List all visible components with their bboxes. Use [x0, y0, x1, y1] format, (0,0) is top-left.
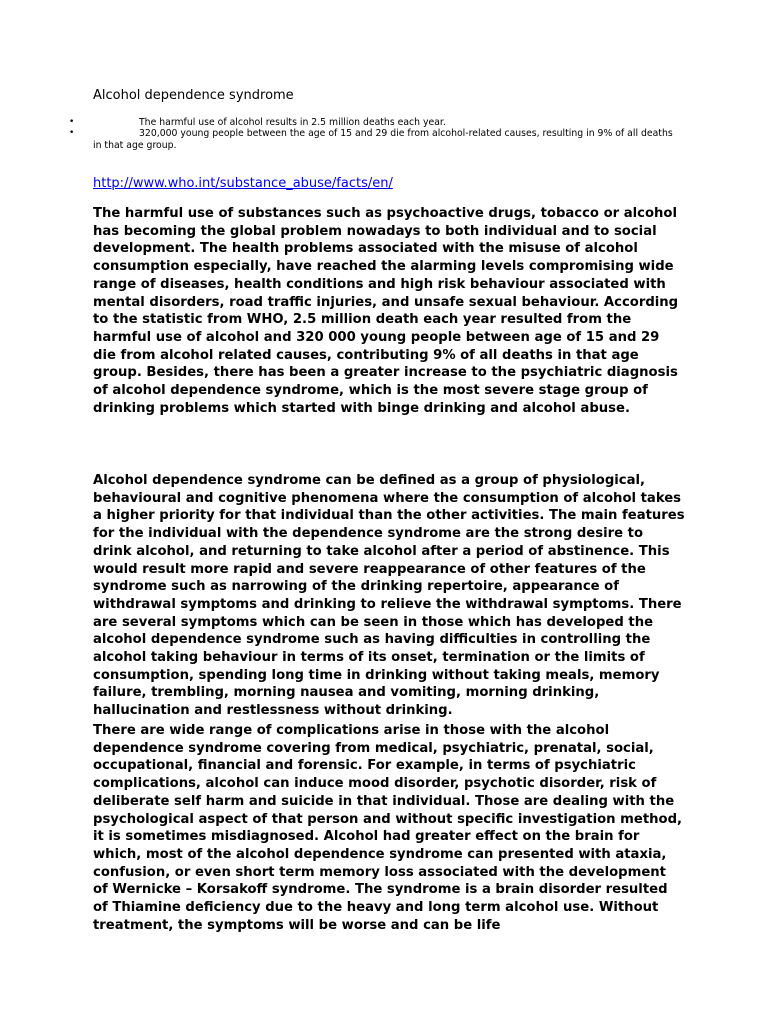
- body-paragraph-complications: There are wide range of complications arise in those with the alcohol dependence syndrome covering from medical, psychiatric, prenatal, social, occupational, financial and forensic. For example, in terms of psychiatric complications, alcohol can induce mood disorder, psychotic disorder, risk of deliberate self harm and suicide in that individual. Those are dealing with the psychological aspect of that person and without specific investigation method, it is sometimes misdiagnosed. Alcohol had greater effect on the brain for which, most of the alcohol dependence syndrome can presented with ataxia, confusion, or even short term memory loss associated with the development of Wernicke – Korsakoff syndrome. The syndrome is a brain disorder resulted of Thiamine deficiency due to the heavy and long term alcohol use. Without treatment, the symptoms will be worse and can be life: [93, 723, 683, 933]
- document-title: Alcohol dependence syndrome: [93, 88, 294, 103]
- body-paragraph-intro: The harmful use of substances such as psychoactive drugs, tobacco or alcohol has becoming the global problem nowadays to both individual and to social development. The health problems associated with the misuse of alcohol consumption especially, have reached the alarming levels compromising wide range of diseases, health conditions and high risk behaviour associated with mental disorders, road traffic injuries, and unsafe sexual behaviour. According to the statistic from WHO, 2.5 million death each year resulted from the harmful use of alcohol and 320 000 young people between age of 15 and 29 die from alcohol related causes, contributing 9% of all deaths in that age group. Besides, there has been a greater increase to the psychiatric diagnosis of alcohol dependence syndrome, which is the most severe stage group of drinking problems which started with binge drinking and alcohol abuse.: [93, 206, 679, 416]
- fact-bullet-list: [0, 117, 768, 151]
- bullet-marker: •: [69, 128, 75, 139]
- fact-bullet-item: [0, 117, 768, 128]
- fact-bullet-item: [0, 128, 768, 151]
- fact-bullet-text: 320,000 young people between the age of 15 and 29 die from alcohol-related causes, resulting in 9% of all deaths in that age group.: [93, 128, 673, 151]
- body-paragraph-definition: Alcohol dependence syndrome can be defined as a group of physiological, behavioural and cognitive phenomena where the consumption of alcohol takes a higher priority for that individual than the other activities. The main features for the individual with the dependence syndrome are the strong desire to drink alcohol, and returning to take alcohol after a period of abstinence. This would result more rapid and severe reappearance of other features of the syndrome such as narrowing of the drinking repertoire, appearance of withdrawal symptoms and drinking to relieve the withdrawal symptoms. There are several symptoms which can be seen in those which has developed the alcohol dependence syndrome such as having difficulties in controlling the alcohol taking behaviour in terms of its onset, termination or the limits of consumption, spending long time in drinking without taking meals, memory failure, trembling, morning nausea and vomiting, morning drinking, hallucination and restlessness without drinking.: [93, 473, 685, 719]
- who-source-link[interactable]: http://www.who.int/substance_abuse/facts/en/: [93, 176, 393, 191]
- bullet-marker: •: [69, 117, 75, 127]
- fact-bullet-text: The harmful use of alcohol results in 2.5 million deaths each year.: [139, 117, 446, 128]
